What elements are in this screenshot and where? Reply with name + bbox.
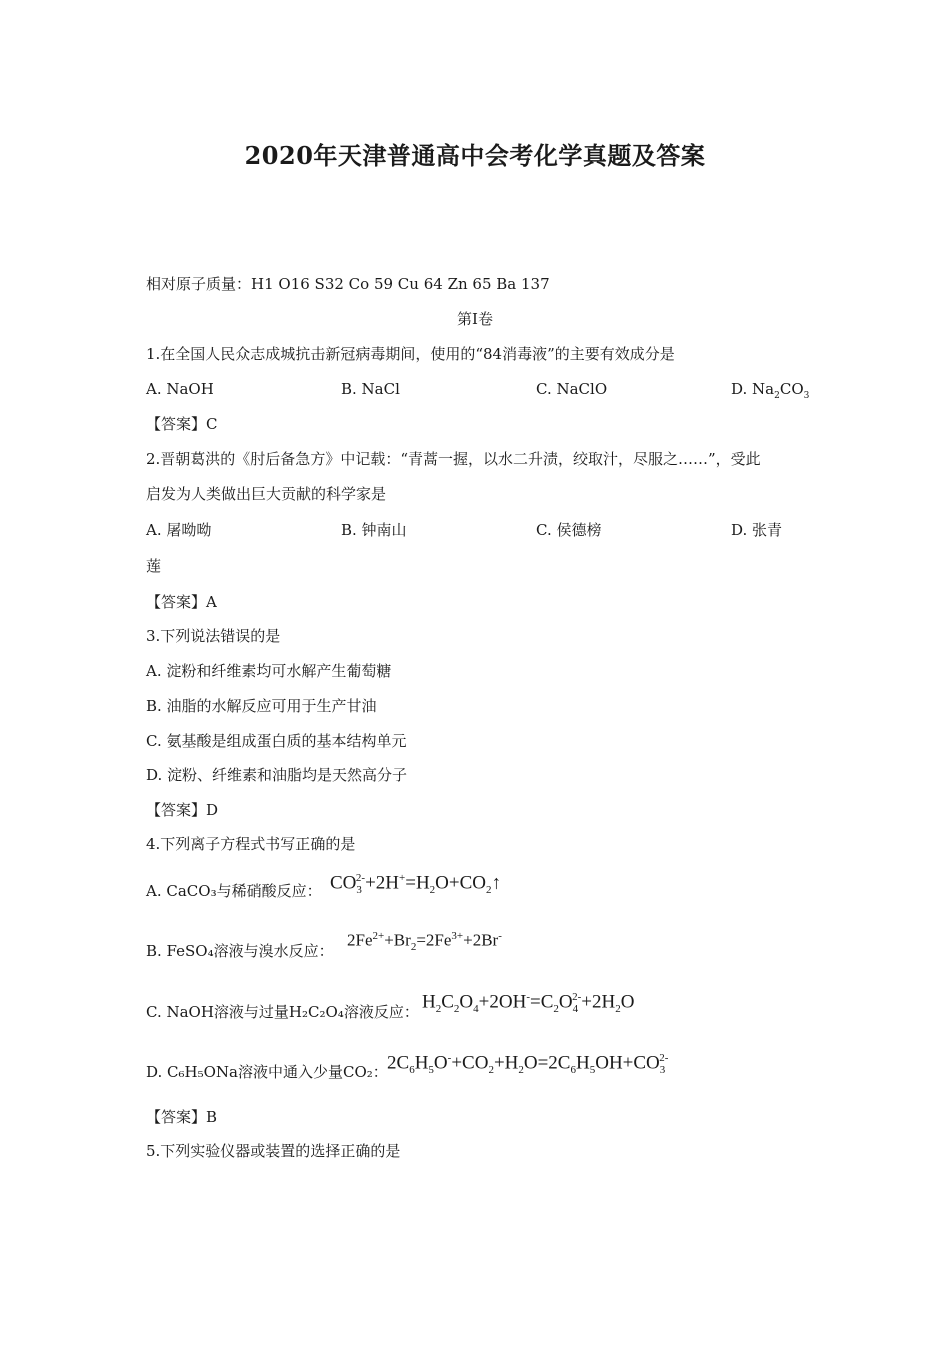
q2-stem-line1: 2.晋朝葛洪的《肘后备急方》中记载：“青蒿一握，以水二升渍，绞取汁，尽服之……”，受此 [146,450,761,468]
q1-option-c: C. NaClO [536,380,608,398]
q2-option-d: D. 张青 [731,521,783,539]
section-heading: 第Ⅰ卷 [457,310,493,328]
q4-option-d-label: D. C₆H₅ONa溶液中通入少量CO₂： [146,1063,388,1081]
q4-option-a-equation: $CO_3^{2-}+2H^+=H_2O+CO_2↑$ [330,872,502,897]
q2-answer: 【答案】A [146,593,217,611]
q2-stem-line2: 启发为人类做出巨大贡献的科学家是 [146,485,387,503]
q2-option-b: B. 钟南山 [341,521,407,539]
atomic-mass-line: 相对原子质量：H1 O16 S32 Co 59 Cu 64 Zn 65 Ba 137 [146,275,550,293]
q4-option-b-equation: $2Fe^{2+}+Br_2=2Fe^{3+}+2Br^-$ [347,930,502,954]
q1-option-d: D. $Na_2CO_3$ [731,380,810,401]
q4-answer: 【答案】B [146,1108,218,1126]
q4-option-b-label: B. FeSO₄溶液与溴水反应： [146,942,334,960]
q4-option-a-label: A. CaCO₃与稀硝酸反应： [146,882,322,900]
page-title: 2020年天津普通高中会考化学真题及答案 [244,141,706,170]
q4-stem: 4.下列离子方程式书写正确的是 [146,835,356,853]
q5-stem: 5.下列实验仪器或装置的选择正确的是 [146,1142,401,1160]
q3-option-a: A. 淀粉和纤维素均可水解产生葡萄糖 [146,662,392,680]
q3-option-c: C. 氨基酸是组成蛋白质的基本结构单元 [146,732,407,750]
q3-stem: 3.下列说法错误的是 [146,627,281,645]
q1-option-a: A. NaOH [146,380,214,398]
q1-stem: 1.在全国人民众志成城抗击新冠病毒期间，使用的“84消毒液”的主要有效成分是 [146,345,675,363]
q1-answer: 【答案】C [146,415,218,433]
q4-option-d-equation: $2C_6H_5O^-+CO_2+H_2O=2C_6H_5OH+CO_3^{2-}$ [387,1052,669,1077]
q4-option-c-label: C. NaOH溶液与过量H₂C₂O₄溶液反应： [146,1003,419,1021]
q4-option-c-equation: $H_2C_2O_4+2OH^-=C_2O_4^{2-}+2H_2O$ [422,991,635,1016]
q3-answer: 【答案】D [146,801,219,819]
q1-option-b: B. NaCl [341,380,400,398]
q2-option-a: A. 屠呦呦 [146,521,212,539]
q3-option-b: B. 油脂的水解反应可用于生产甘油 [146,697,377,715]
q3-option-d: D. 淀粉、纤维素和油脂均是天然高分子 [146,766,408,784]
q2-option-d-wrap: 莲 [146,557,162,575]
q2-option-c: C. 侯德榜 [536,521,602,539]
